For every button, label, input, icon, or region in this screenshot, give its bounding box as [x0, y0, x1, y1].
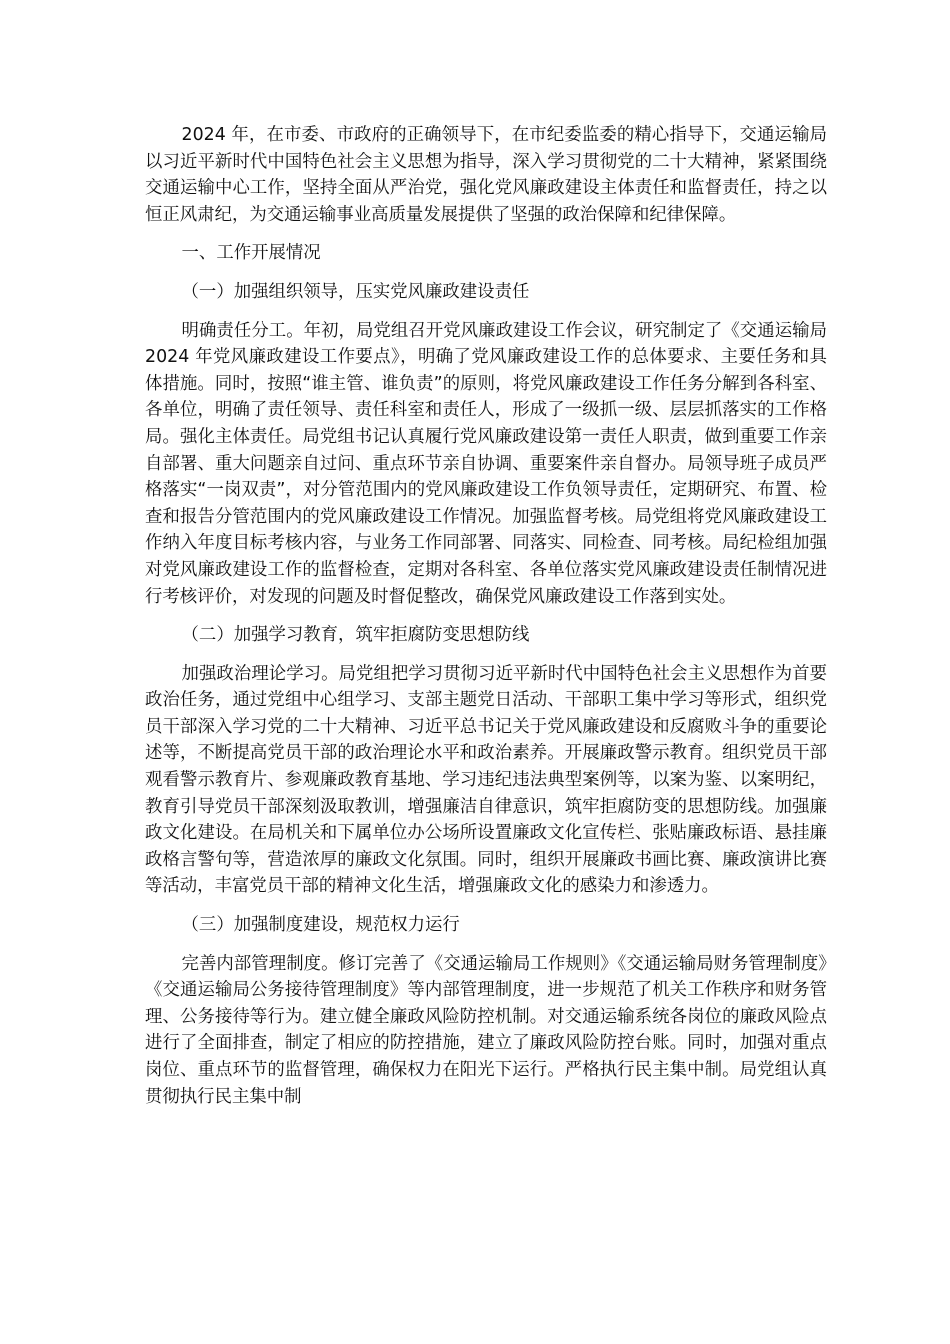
- subsection-body-2: 加强政治理论学习。局党组把学习贯彻习近平新时代中国特色社会主义思想作为首要政治任务，通过党组中心组学习、支部主题党日活动、干部职工集中学习等形式，组织党员干部深入学习党的二十大精神、习近平总书记关于党风廉政建设和反腐败斗争的重要论述等，不断提高党员干部的政治理论水平和政治素养。开展廉政警示教育。组织党员干部观看警示教育片、参观廉政教育基地、学习违纪违法典型案例等，以案为鉴、以案明纪，教育引导党员干部深刻汲取教训，增强廉洁自律意识，筑牢拒腐防变的思想防线。加强廉政文化建设。在局机关和下属单位办公场所设置廉政文化宣传栏、张贴廉政标语、悬挂廉政格言警句等，营造浓厚的廉政文化氛围。同时，组织开展廉政书画比赛、廉政演讲比赛等活动，丰富党员干部的精神文化生活，增强廉政文化的感染力和渗透力。: [145, 663, 827, 897]
- subsection-body-3: 完善内部管理制度。修订完善了《交通运输局工作规则》《交通运输局财务管理制度》《交通运输局公务接待管理制度》等内部管理制度，进一步规范了机关工作秩序和财务管理、公务接待等行为。建立健全廉政风险防控机制。对交通运输系统各岗位的廉政风险点进行了全面排查，制定了相应的防控措施，建立了廉政风险防控台账。同时，加强对重点岗位、重点环节的监督管理，确保权力在阳光下运行。严格执行民主集中制。局党组认真贯彻执行民主集中制: [145, 953, 827, 1107]
- subsection-body-1: 明确责任分工。年初，局党组召开党风廉政建设工作会议，研究制定了《交通运输局 2024 年党风廉政建设工作要点》，明确了党风廉政建设工作的总体要求、主要任务和具体措施。同时，按照“谁主管、谁负责”的原则，将党风廉政建设工作任务分解到各科室、各单位，明确了责任领导、责任科室和责任人，形成了一级抓一级、层层抓落实的工作格局。强化主体责任。局党组书记认真履行党风廉政建设第一责任人职责，做到重要工作亲自部署、重大问题亲自过问、重点环节亲自协调、重要案件亲自督办。局领导班子成员严格落实“一岗双责”，对分管范围内的党风廉政建设工作负领导责任，定期研究、布置、检查和报告分管范围内的党风廉政建设工作情况。加强监督考核。局党组将党风廉政建设工作纳入年度目标考核内容，与业务工作同部署、同落实、同检查、同考核。局纪检组加强对党风廉政建设工作的监督检查，定期对各科室、各单位落实党风廉政建设责任制情况进行考核评价，对发现的问题及时督促整改，确保党风廉政建设工作落到实处。: [145, 320, 827, 607]
- subsection-heading-3: （三）加强制度建设，规范权力运行: [181, 915, 460, 936]
- subsection-heading-2: （二）加强学习教育，筑牢拒腐防变思想防线: [181, 625, 530, 646]
- intro-paragraph: 2024 年，在市委、市政府的正确领导下，在市纪委监委的精心指导下，交通运输局以习近平新时代中国特色社会主义思想为指导，深入学习贯彻党的二十大精神，紧紧围绕交通运输中心工作，坚持全面从严治党，强化党风廉政建设主体责任和监督责任，持之以恒正风肃纪，为交通运输事业高质量发展提供了坚强的政治保障和纪律保障。: [145, 125, 827, 225]
- document-page: [145, 122, 827, 1122]
- subsection-heading-1: （一）加强组织领导，压实党风廉政建设责任: [181, 281, 530, 302]
- section-heading: 一、工作开展情况: [181, 243, 321, 264]
